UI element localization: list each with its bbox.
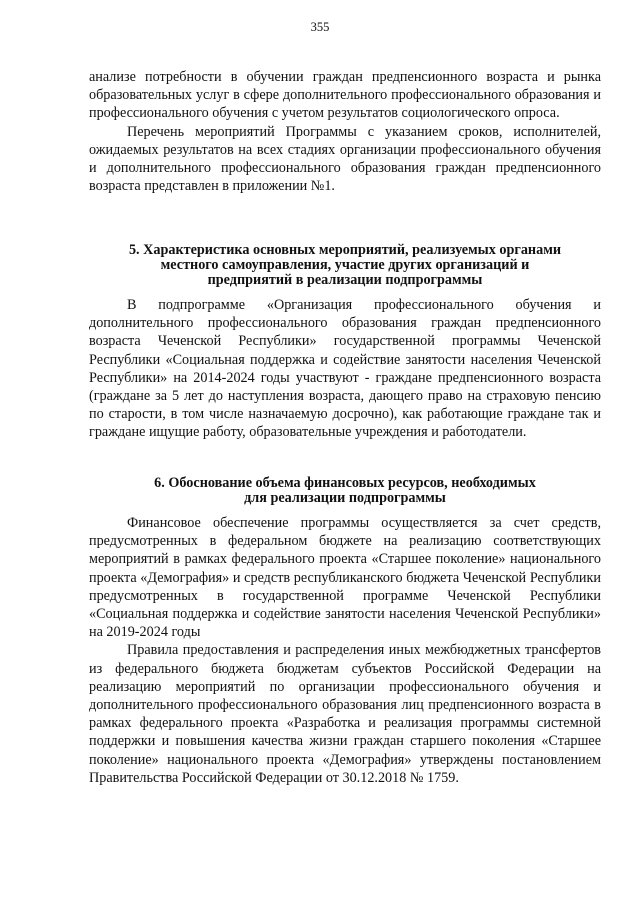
intro-text-block xyxy=(89,68,601,195)
section-5-body xyxy=(89,296,601,442)
section-6-paragraph-rules: Правила предоставления и распределения иных межбюджетных трансфертов из федерального бюджета бюджетам субъектов Российской Федерации на реализацию мероприятий по организации профессионального обучения и дополнительного профессионального образования лиц предпенсионного возраста в рамках федерального проекта «Разработка и реализация программы системной поддержки и повышения качества жизни граждан старшего поколения «Старшее поколение» национального проекта «Демография» утверждены постановлением Правительства Российской Федерации от 30.12.2018 № 1759. xyxy=(89,642,601,786)
page-number: 355 xyxy=(310,20,330,34)
section-5-paragraph: В подпрограмме «Организация профессионального обучения и дополнительного профессионального образования граждан предпенсионного возраста Чеченской Республики» государственной программы Чеченской Республики «Социальная поддержка и содействие занятости населения Чеченской Республики» на 2014-2024 годы участвуют - граждане предпенсионного возраста (граждане за 5 лет до наступления возраста, дающего право на страховую пенсию по старости, в том числе назначаемую досрочно), как работающие граждане так и граждане ищущие работу, образовательные учреждения и работодатели. xyxy=(89,297,601,441)
section-5-heading-line: предприятий в реализации подпрограммы xyxy=(207,272,483,288)
section-6-heading-line: 6. Обоснование объема финансовых ресурсов, необходимых xyxy=(154,475,536,491)
section-6-body xyxy=(89,514,601,787)
section-5-heading-line: местного самоуправления, участие других организаций и xyxy=(160,257,530,273)
paragraph-continuation: анализе потребности в обучении граждан предпенсионного возраста и рынка образовательных услуг в сфере дополнительного профессионального образования и профессионального обучения с учетом результатов социологического опроса. xyxy=(89,69,601,122)
section-6-heading-line: для реализации подпрограммы xyxy=(244,490,446,506)
section-5-heading xyxy=(89,243,601,288)
section-6-heading xyxy=(89,476,601,506)
section-5-heading-line: 5. Характеристика основных мероприятий, реализуемых органами xyxy=(128,242,562,258)
section-6-paragraph-funding: Финансовое обеспечение программы осуществляется за счет средств, предусмотренных в федеральном бюджете на реализацию соответствующих мероприятий в рамках федерального проекта «Старшее поколение» национального проекта «Демография» и средств республиканского бюджета Чеченской Республики предусмотренных в государственной программе Чеченской Республики «Социальная поддержка и содействие занятости населения Чеченской Республики» на 2019-2024 годы xyxy=(89,515,601,641)
paragraph-program-activities: Перечень мероприятий Программы с указанием сроков, исполнителей, ожидаемых результатов на всех стадиях организации профессионального обучения и дополнительного профессионального образования граждан предпенсионного возраста представлен в приложении №1. xyxy=(89,123,601,195)
